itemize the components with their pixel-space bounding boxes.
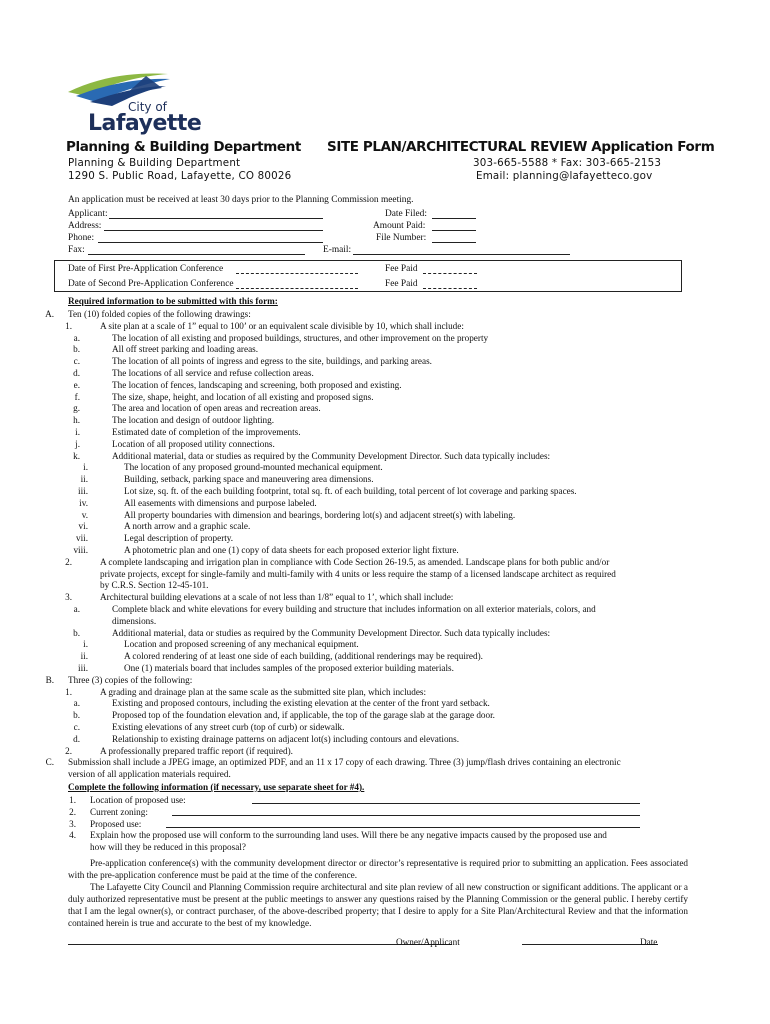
item-text: Additional material, data or studies as required by the Community Development Director. Such data typically includes: [112, 450, 551, 461]
file-number-label: File Number: [376, 233, 427, 243]
applicant-label: Applicant: [68, 209, 108, 219]
address-label: Address: [68, 221, 102, 231]
item-text: A site plan at a scale of 1” equal to 100’ or an equivalent scale divisible by 10, which shall include: [100, 320, 464, 331]
item-text: Additional material, data or studies as required by the Community Development Director. Such data typically includes: [112, 627, 551, 638]
item-marker: c. [73, 356, 80, 367]
first-conference-field[interactable] [236, 273, 358, 274]
item-marker: 3. [65, 592, 72, 603]
phone-fax: 303-665-5588 * Fax: 303-665-2153 [473, 157, 662, 169]
file-number-field[interactable] [432, 242, 476, 243]
item-marker: ii. [80, 651, 88, 662]
question-text: Explain how the proposed use will conform to the surrounding land uses. Will there be any negative impacts caused by the proposed use and [90, 830, 607, 841]
item-text: The location of fences, landscaping and screening, both proposed and existing. [112, 379, 402, 390]
item-text: Proposed top of the foundation elevation and, if applicable, the top of the garage slab at the garage door. [112, 710, 495, 721]
item-marker: e. [73, 379, 80, 390]
date-label: Date [640, 937, 658, 947]
item-text: The size, shape, height, and location of all existing and proposed signs. [112, 391, 374, 402]
city-logo [66, 70, 216, 136]
item-marker: h. [73, 415, 80, 426]
second-conference-field[interactable] [236, 288, 358, 289]
item-text: Existing and proposed contours, including the existing elevation at the center of the front yard setback. [112, 698, 490, 709]
item-marker: C. [45, 757, 54, 768]
item-text: A professionally prepared traffic report (if required). [100, 745, 293, 756]
phone-label: Phone: [68, 233, 95, 243]
question-number: 1. [69, 795, 76, 805]
item-marker: vi. [78, 521, 88, 532]
fee-paid-2-label: Fee Paid [385, 279, 418, 289]
question-text: how will they be reduced in this proposal? [90, 842, 246, 853]
item-text: All easements with dimensions and purpose labeled. [124, 497, 317, 508]
item-text: Architectural building elevations at a scale of not less than 1/8” equal to 1’, which shall include: [100, 592, 454, 603]
item-text: Location of all proposed utility connections. [112, 438, 275, 449]
submission-notice: An application must be received at least 30 days prior to the Planning Commission meeting. [68, 195, 414, 205]
item-marker: i. [75, 427, 80, 437]
fee-paid-1-field[interactable] [423, 273, 477, 274]
item-text: Complete black and white elevations for every building and structure that includes information on all exterior materials, colors, and [112, 604, 596, 614]
date-filed-field[interactable] [432, 218, 476, 219]
item-marker: g. [73, 403, 80, 414]
item-marker: 2. [65, 745, 72, 756]
owner-applicant-label: Owner/Applicant [396, 937, 460, 947]
item-text: The area and location of open areas and recreation areas. [112, 403, 321, 414]
item-marker: c. [73, 722, 80, 732]
address-line-1: Planning & Building Department [68, 157, 241, 169]
amount-paid-label: Amount Paid: [373, 221, 426, 231]
amount-paid-field[interactable] [432, 230, 476, 231]
question-number: 4. [69, 830, 76, 841]
date-signature-line[interactable] [522, 944, 658, 945]
item-marker: iv. [79, 497, 88, 508]
first-conference-label: Date of First Pre-Application Conference [68, 264, 224, 274]
question-text: Current zoning: [90, 806, 148, 817]
item-marker: viii. [73, 545, 88, 555]
item-text: Submission shall include a JPEG image, an optimized PDF, and an 11 x 17 copy of each drawing. Three (3) jump/flash drives containing an electronic [68, 757, 621, 768]
item-marker: j. [75, 438, 80, 449]
contact-email: Email: planning@lafayetteco.gov [476, 170, 653, 182]
complete-info-heading: Complete the following information (if necessary, use separate sheet for #4). [68, 782, 365, 792]
item-text: The location of all points of ingress and egress to the site, buildings, and parking areas. [112, 356, 432, 367]
item-marker: v. [81, 509, 88, 520]
item-marker: iii. [78, 663, 88, 673]
certification-paragraph: The Lafayette City Council and Planning Commission require architectural and site plan review of all new construction or significant additions. The applicant or a duly authorized representative must be present at the public meetings to answer any questions raised by the Planning Commission or the general public. I hereby certify that I am the legal owner(s), or contract purchaser, of the above-described property; that I desire to apply for a Site Plan/Architectural Review and that the information contained herein is true and accurate to the best of my knowledge. [68, 882, 688, 928]
item-text: by C.R.S. Section 12-45-101. [100, 580, 209, 591]
item-text: Estimated date of completion of the improvements. [112, 427, 301, 437]
item-marker: f. [74, 391, 80, 402]
applicant-field[interactable] [109, 218, 323, 219]
item-marker: a. [73, 698, 80, 709]
email-label: E-mail: [323, 245, 352, 255]
question-answer-field[interactable] [252, 803, 640, 804]
item-marker: i. [83, 639, 88, 650]
item-text: A photometric plan and one (1) copy of data sheets for each proposed exterior light fixture. [124, 545, 459, 555]
item-marker: 2. [65, 556, 72, 567]
fee-paid-2-field[interactable] [423, 288, 477, 289]
item-marker: b. [73, 627, 80, 638]
second-conference-label: Date of Second Pre-Application Conference [68, 279, 234, 289]
item-marker: i. [83, 462, 88, 473]
item-marker: iii. [78, 486, 88, 496]
item-text: The location of any proposed ground-mounted mechanical equipment. [124, 462, 383, 473]
pre-application-paragraph: Pre-application conference(s) with the community development director or director’s representative is required prior to submitting an application. Fees associated with the pre-application conference must be paid at the time of the conference. [68, 858, 688, 880]
item-text: One (1) materials board that includes samples of the proposed exterior building materials. [124, 663, 454, 673]
item-text: A north arrow and a graphic scale. [124, 521, 251, 532]
item-text: A grading and drainage plan at the same scale as the submitted site plan, which includes: [100, 686, 427, 697]
item-marker: vii. [76, 533, 88, 544]
item-text: Building, setback, parking space and maneuvering area dimensions. [124, 474, 374, 485]
item-marker: a. [73, 604, 80, 614]
item-marker: B. [45, 674, 54, 685]
fee-paid-1-label: Fee Paid [385, 264, 418, 274]
item-marker: d. [73, 733, 80, 744]
item-text: Legal description of property. [124, 533, 234, 544]
item-text: All off street parking and loading areas. [112, 344, 259, 355]
fax-field[interactable] [88, 254, 305, 255]
question-answer-field[interactable] [166, 827, 640, 828]
question-answer-field[interactable] [172, 815, 640, 816]
item-text: The locations of all service and refuse collection areas. [112, 368, 314, 378]
question-text: Location of proposed use: [90, 795, 186, 805]
address-line-2: 1290 S. Public Road, Lafayette, CO 80026 [68, 170, 292, 182]
question-text: Proposed use: [90, 818, 142, 829]
department-title: Planning & Building Department [66, 139, 301, 155]
date-filed-label: Date Filed: [385, 209, 427, 219]
item-text: The location of all existing and proposed buildings, structures, and other improvement on the property [112, 332, 489, 343]
item-text: Location and proposed screening of any mechanical equipment. [124, 639, 359, 650]
item-text: dimensions. [112, 615, 157, 626]
fax-label: Fax: [68, 245, 85, 255]
item-text: Three (3) copies of the following: [68, 674, 193, 685]
question-number: 3. [69, 818, 76, 829]
item-marker: b. [73, 710, 80, 721]
item-text: A complete landscaping and irrigation plan in compliance with Code Section 26-19.5, as amended. Landscape plans for both public and/or [100, 556, 610, 567]
item-marker: k. [73, 450, 80, 461]
form-title: SITE PLAN/ARCHITECTURAL REVIEW Application Form [327, 139, 715, 155]
item-marker: 1. [65, 320, 72, 331]
item-text: private projects, except for single-family and multi-family with 4 units or less require the stamp of a licensed landscape architect as required [100, 568, 616, 579]
item-marker: A. [45, 309, 54, 319]
item-text: Existing elevations of any street curb (top of curb) or sidewalk. [112, 722, 345, 732]
owner-signature-line[interactable] [68, 944, 452, 945]
item-text: The location and design of outdoor lighting. [112, 415, 275, 426]
phone-field[interactable] [98, 242, 323, 243]
item-text: A colored rendering of at least one side of each building, (additional renderings may be required). [124, 651, 483, 662]
item-text: Relationship to existing drainage patterns on adjacent lot(s) including contours and elevations. [112, 733, 459, 744]
item-text: All property boundaries with dimension and bearings, bordering lot(s) and adjacent street(s) with labeling. [124, 509, 516, 520]
item-text: Lot size, sq. ft. of the each building footprint, total sq. ft. of each building, total percent of lot coverage and parking spaces. [124, 486, 577, 496]
address-field[interactable] [104, 230, 323, 231]
question-number: 2. [69, 806, 76, 817]
email-field[interactable] [353, 254, 570, 255]
logo-lafayette: Lafayette [88, 111, 202, 136]
item-marker: d. [73, 368, 80, 378]
item-marker: a. [73, 332, 80, 343]
logo-city-of: City of [128, 100, 167, 114]
item-marker: 1. [65, 686, 72, 697]
required-info-heading: Required information to be submitted with this form: [68, 296, 278, 306]
item-marker: ii. [80, 474, 88, 485]
item-text: version of all application materials required. [68, 769, 231, 780]
item-text: Ten (10) folded copies of the following drawings: [68, 309, 251, 319]
item-marker: b. [73, 344, 80, 355]
